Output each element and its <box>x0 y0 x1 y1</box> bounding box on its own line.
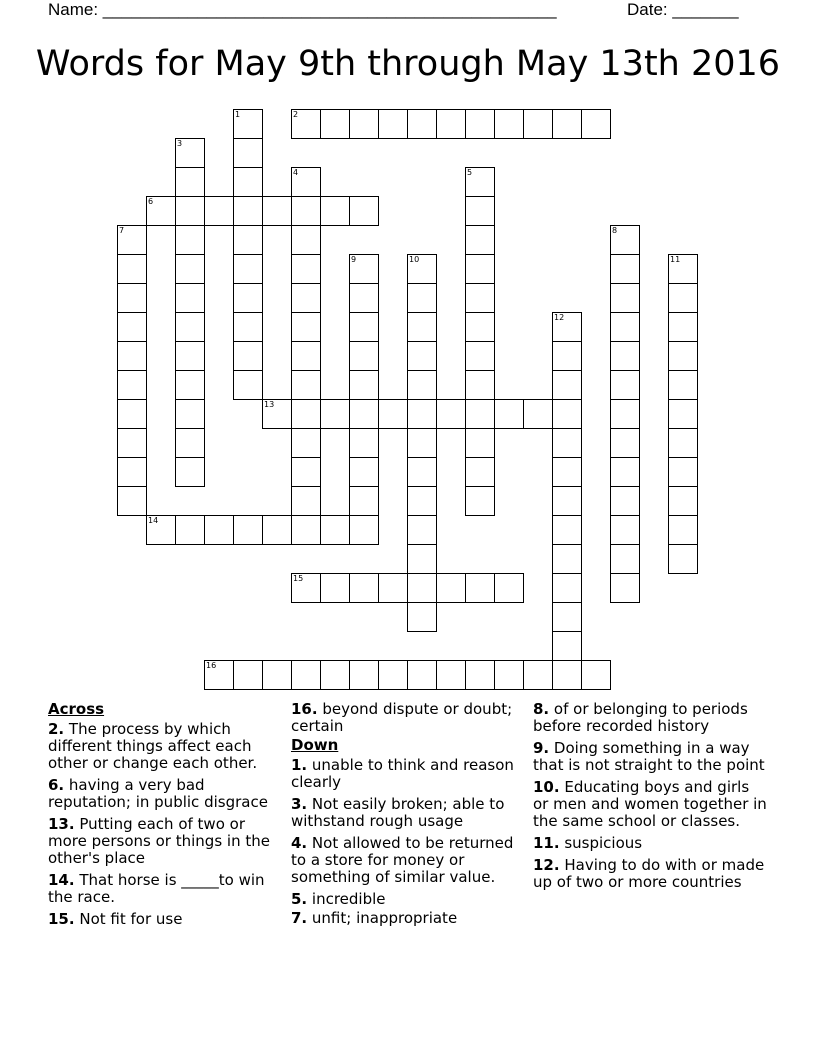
grid-cell[interactable] <box>233 283 263 313</box>
clue-number: 15 <box>293 574 304 583</box>
grid-cell[interactable] <box>320 109 350 139</box>
grid-cell[interactable] <box>407 283 437 313</box>
grid-cell[interactable] <box>117 399 147 429</box>
grid-cell[interactable] <box>407 544 437 574</box>
page-title: Words for May 9th through May 13th 2016 <box>35 44 781 84</box>
grid-cell[interactable] <box>291 167 321 197</box>
clue-number: 6 <box>148 197 154 206</box>
grid-cell[interactable] <box>349 283 379 313</box>
grid-cell[interactable] <box>552 631 582 661</box>
grid-cell[interactable] <box>320 660 350 690</box>
grid-cell[interactable] <box>465 370 495 400</box>
grid-cell[interactable] <box>668 428 698 458</box>
grid-cell[interactable] <box>175 428 205 458</box>
date-field: Date: _______ <box>627 0 739 19</box>
grid-cell[interactable] <box>610 515 640 545</box>
clue-across-14: 14. That horse is _____to win the race. <box>48 871 265 906</box>
grid-cell[interactable] <box>610 573 640 603</box>
grid-cell[interactable] <box>465 167 495 197</box>
grid-cell[interactable] <box>291 254 321 284</box>
grid-cell[interactable] <box>552 486 582 516</box>
grid-cell[interactable] <box>233 167 263 197</box>
grid-cell[interactable] <box>378 109 408 139</box>
grid-cell[interactable] <box>233 312 263 342</box>
grid-cell[interactable] <box>320 399 350 429</box>
grid-cell[interactable] <box>291 457 321 487</box>
grid-cell[interactable] <box>494 399 524 429</box>
grid-cell[interactable] <box>668 399 698 429</box>
clue-number: 16 <box>206 661 217 670</box>
grid-cell[interactable] <box>175 515 205 545</box>
grid-cell[interactable] <box>291 109 321 139</box>
grid-cell[interactable] <box>465 457 495 487</box>
grid-cell[interactable] <box>610 283 640 313</box>
grid-cell[interactable] <box>668 370 698 400</box>
grid-cell[interactable] <box>320 573 350 603</box>
grid-cell[interactable] <box>349 312 379 342</box>
grid-cell[interactable] <box>291 515 321 545</box>
grid-cell[interactable] <box>175 370 205 400</box>
grid-cell[interactable] <box>378 399 408 429</box>
grid-cell[interactable] <box>175 138 205 168</box>
grid-cell[interactable] <box>552 573 582 603</box>
clue-down-5: 5. incredible <box>291 890 386 908</box>
grid-cell[interactable] <box>349 370 379 400</box>
clue-number: 4 <box>293 168 299 177</box>
grid-cell[interactable] <box>291 283 321 313</box>
clue-number: 10 <box>409 255 420 264</box>
grid-cell[interactable] <box>117 341 147 371</box>
grid-cell[interactable] <box>523 109 553 139</box>
grid-cell[interactable] <box>668 283 698 313</box>
clue-number: 5 <box>467 168 473 177</box>
grid-cell[interactable] <box>668 457 698 487</box>
clue-number: 1 <box>235 110 241 119</box>
grid-cell[interactable] <box>117 254 147 284</box>
clue-number: 3 <box>177 139 183 148</box>
grid-cell[interactable] <box>668 486 698 516</box>
down-heading: Down <box>291 736 339 754</box>
grid-cell[interactable] <box>349 341 379 371</box>
grid-cell[interactable] <box>552 109 582 139</box>
clue-down-1: 1. unable to think and reason clearly <box>291 756 514 791</box>
grid-cell[interactable] <box>668 544 698 574</box>
grid-cell[interactable] <box>581 660 611 690</box>
grid-cell[interactable] <box>552 341 582 371</box>
grid-cell[interactable] <box>523 399 553 429</box>
grid-cell[interactable] <box>407 341 437 371</box>
clue-number: 7 <box>119 226 125 235</box>
grid-cell[interactable] <box>407 660 437 690</box>
grid-cell[interactable] <box>175 399 205 429</box>
grid-cell[interactable] <box>407 109 437 139</box>
grid-cell[interactable] <box>204 196 234 226</box>
grid-cell[interactable] <box>668 341 698 371</box>
grid-cell[interactable] <box>465 428 495 458</box>
grid-cell[interactable] <box>233 138 263 168</box>
grid-cell[interactable] <box>233 370 263 400</box>
grid-cell[interactable] <box>349 457 379 487</box>
grid-cell[interactable] <box>117 312 147 342</box>
clue-down-7: 7. unfit; inappropriate <box>291 909 458 927</box>
grid-cell[interactable] <box>407 254 437 284</box>
grid-cell[interactable] <box>349 196 379 226</box>
grid-cell[interactable] <box>117 225 147 255</box>
grid-cell[interactable] <box>552 515 582 545</box>
grid-cell[interactable] <box>407 486 437 516</box>
grid-cell[interactable] <box>552 457 582 487</box>
clue-down-3: 3. Not easily broken; able to withstand rough usage <box>291 795 505 830</box>
clue-number: 12 <box>554 313 565 322</box>
grid-cell[interactable] <box>610 341 640 371</box>
grid-cell[interactable] <box>436 660 466 690</box>
grid-cell[interactable] <box>494 109 524 139</box>
grid-cell[interactable] <box>233 515 263 545</box>
grid-cell[interactable] <box>262 660 292 690</box>
clue-down-4: 4. Not allowed to be returned to a store for money or something of similar value. <box>291 834 514 886</box>
grid-cell[interactable] <box>523 660 553 690</box>
grid-cell[interactable] <box>552 660 582 690</box>
grid-cell[interactable] <box>465 341 495 371</box>
grid-cell[interactable] <box>146 196 176 226</box>
clue-across-15: 15. Not fit for use <box>48 910 183 928</box>
grid-cell[interactable] <box>552 399 582 429</box>
grid-cell[interactable] <box>291 312 321 342</box>
grid-cell[interactable] <box>349 254 379 284</box>
grid-cell[interactable] <box>349 515 379 545</box>
grid-cell[interactable] <box>465 254 495 284</box>
clue-across-16: 16. beyond dispute or doubt; certain <box>291 700 513 735</box>
grid-cell[interactable] <box>581 109 611 139</box>
grid-cell[interactable] <box>233 109 263 139</box>
grid-cell[interactable] <box>407 515 437 545</box>
grid-cell[interactable] <box>552 428 582 458</box>
grid-cell[interactable] <box>233 196 263 226</box>
grid-cell[interactable] <box>175 254 205 284</box>
grid-cell[interactable] <box>465 312 495 342</box>
grid-cell[interactable] <box>117 486 147 516</box>
grid-cell[interactable] <box>552 602 582 632</box>
grid-cell[interactable] <box>291 428 321 458</box>
clue-down-8: 8. of or belonging to periods before recorded history <box>533 700 748 735</box>
grid-cell[interactable] <box>407 602 437 632</box>
grid-cell[interactable] <box>175 196 205 226</box>
grid-cell[interactable] <box>610 457 640 487</box>
clue-across-6: 6. having a very bad reputation; in public disgrace <box>48 776 268 811</box>
grid-cell[interactable] <box>233 341 263 371</box>
clue-number: 9 <box>351 255 357 264</box>
grid-cell[interactable] <box>349 109 379 139</box>
clue-number: 11 <box>670 255 681 264</box>
grid-cell[interactable] <box>349 573 379 603</box>
clue-down-12: 12. Having to do with or made up of two or more countries <box>533 856 765 891</box>
grid-cell[interactable] <box>465 283 495 313</box>
grid-cell[interactable] <box>117 428 147 458</box>
grid-cell[interactable] <box>465 109 495 139</box>
clue-down-9: 9. Doing something in a way that is not straight to the point <box>533 739 765 774</box>
name-field: Name: ________________________________________________ <box>48 0 557 19</box>
grid-cell[interactable] <box>494 573 524 603</box>
grid-cell[interactable] <box>436 573 466 603</box>
grid-cell[interactable] <box>320 196 350 226</box>
grid-cell[interactable] <box>610 428 640 458</box>
grid-cell[interactable] <box>262 196 292 226</box>
clue-number: 8 <box>612 226 618 235</box>
grid-cell[interactable] <box>407 370 437 400</box>
grid-cell[interactable] <box>204 515 234 545</box>
grid-cell[interactable] <box>668 254 698 284</box>
clue-number: 2 <box>293 110 299 119</box>
clue-across-2: 2. The process by which different things affect each other or change each other. <box>48 720 258 772</box>
grid-cell[interactable] <box>610 225 640 255</box>
clue-number: 14 <box>148 516 159 525</box>
grid-cell[interactable] <box>610 399 640 429</box>
grid-cell[interactable] <box>291 225 321 255</box>
clue-down-11: 11. suspicious <box>533 834 643 852</box>
grid-cell[interactable] <box>349 486 379 516</box>
grid-cell[interactable] <box>262 515 292 545</box>
across-heading: Across <box>48 700 105 718</box>
grid-cell[interactable] <box>407 428 437 458</box>
grid-cell[interactable] <box>291 196 321 226</box>
grid-cell[interactable] <box>117 283 147 313</box>
grid-cell[interactable] <box>349 428 379 458</box>
grid-cell[interactable] <box>175 283 205 313</box>
grid-cell[interactable] <box>436 109 466 139</box>
grid-cell[interactable] <box>349 399 379 429</box>
grid-cell[interactable] <box>407 312 437 342</box>
grid-cell[interactable] <box>610 486 640 516</box>
grid-cell[interactable] <box>378 573 408 603</box>
grid-cell[interactable] <box>291 370 321 400</box>
grid-cell[interactable] <box>233 660 263 690</box>
grid-cell[interactable] <box>175 341 205 371</box>
grid-cell[interactable] <box>291 573 321 603</box>
grid-cell[interactable] <box>233 254 263 284</box>
grid-cell[interactable] <box>465 573 495 603</box>
clues-column-1 <box>48 701 286 933</box>
clues-column-3 <box>533 701 769 896</box>
grid-cell[interactable] <box>204 660 234 690</box>
grid-cell[interactable] <box>146 515 176 545</box>
grid-cell[interactable] <box>610 312 640 342</box>
grid-cell[interactable] <box>117 457 147 487</box>
grid-cell[interactable] <box>610 370 640 400</box>
grid-cell[interactable] <box>262 399 292 429</box>
grid-cell[interactable] <box>668 312 698 342</box>
clue-number: 13 <box>264 400 275 409</box>
grid-cell[interactable] <box>407 573 437 603</box>
grid-cell[interactable] <box>436 399 466 429</box>
grid-cell[interactable] <box>552 544 582 574</box>
grid-cell[interactable] <box>610 254 640 284</box>
grid-cell[interactable] <box>291 399 321 429</box>
grid-cell[interactable] <box>175 225 205 255</box>
grid-cell[interactable] <box>349 660 379 690</box>
grid-cell[interactable] <box>610 544 640 574</box>
grid-cell[interactable] <box>465 196 495 226</box>
grid-cell[interactable] <box>494 660 524 690</box>
grid-cell[interactable] <box>465 399 495 429</box>
grid-cell[interactable] <box>233 225 263 255</box>
grid-cell[interactable] <box>175 457 205 487</box>
grid-cell[interactable] <box>291 341 321 371</box>
clue-across-13: 13. Putting each of two or more persons or things in the other's place <box>48 815 270 867</box>
clues-column-2 <box>291 701 527 932</box>
grid-cell[interactable] <box>291 486 321 516</box>
grid-cell[interactable] <box>407 399 437 429</box>
grid-cell[interactable] <box>175 312 205 342</box>
grid-cell[interactable] <box>668 515 698 545</box>
grid-cell[interactable] <box>320 515 350 545</box>
grid-cell[interactable] <box>465 225 495 255</box>
grid-cell[interactable] <box>378 660 408 690</box>
grid-cell[interactable] <box>175 167 205 197</box>
grid-cell[interactable] <box>117 370 147 400</box>
clue-down-10: 10. Educating boys and girls or men and women together in the same school or classes. <box>533 778 767 830</box>
grid-cell[interactable] <box>465 660 495 690</box>
grid-cell[interactable] <box>552 370 582 400</box>
grid-cell[interactable] <box>407 457 437 487</box>
grid-cell[interactable] <box>291 660 321 690</box>
grid-cell[interactable] <box>465 486 495 516</box>
grid-cell[interactable] <box>552 312 582 342</box>
